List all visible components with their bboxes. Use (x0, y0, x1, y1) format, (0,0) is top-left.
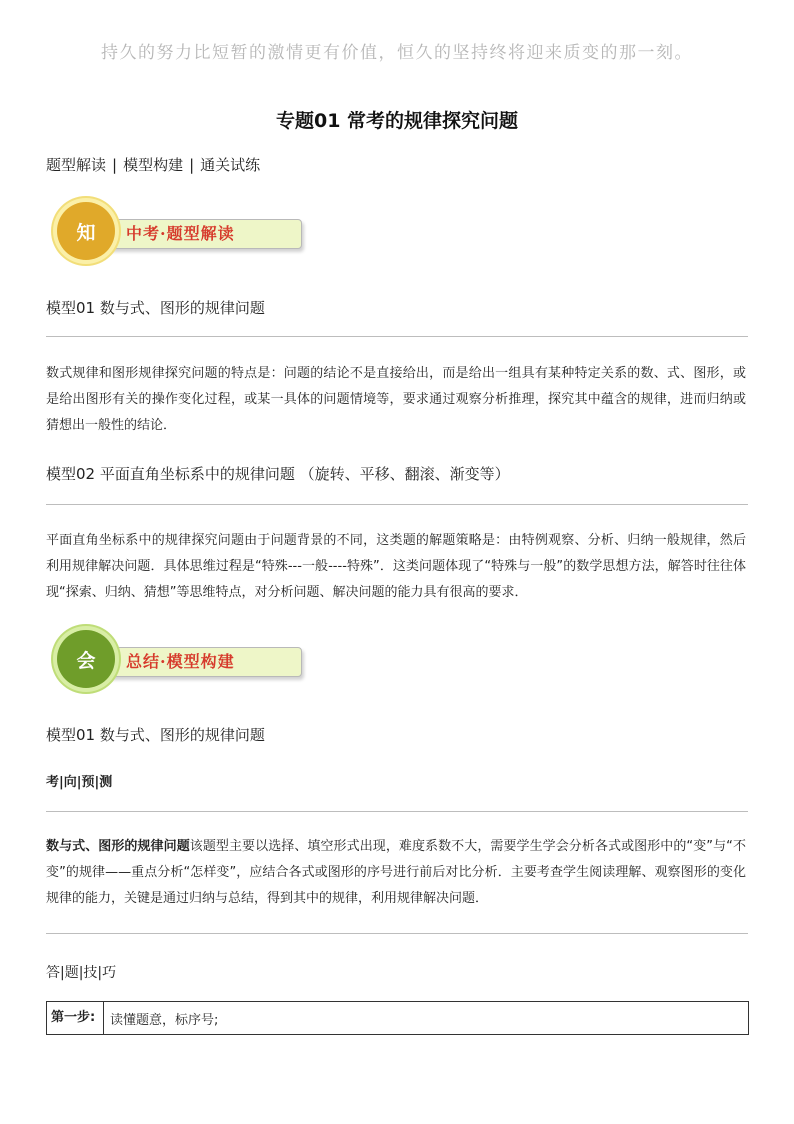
divider (46, 336, 748, 337)
section-heading: 模型01 数与式、图形的规律问题 (46, 299, 265, 317)
motto-header: 持久的努力比短暂的激情更有价值，恒久的坚持终将迎来质变的那一刻。 (101, 43, 693, 63)
breadcrumb (46, 154, 260, 175)
knowledge-badge-icon: 知 (57, 202, 115, 260)
paragraph: 平面直角坐标系中的规律探究问题由于问题背景的不同，这类题的解题策略是：由特例观察、分析、归纳一般规律，然后利用规律解决问题．具体思维过程是“特殊---一般----特殊”．这类问题体现了“特殊与一般”的数学思想方法，解答时往往体现“探索、归纳、猜想”等思维特点，对分析问题、解决问题的能力具有很高的要求． (46, 533, 746, 600)
section-heading: 模型02 平面直角坐标系中的规律问题 （旋转、平移、翻滚、渐变等） (46, 465, 510, 483)
mastery-badge-icon: 会 (57, 630, 115, 688)
forecast-label (46, 771, 112, 790)
paragraph: 数式规律和图形规律探究问题的特点是：问题的结论不是直接给出，而是给出一组具有某种特定关系的数、式、图形，或是给出图形有关的操作变化过程，或某一具体的问题情境等，要求通过观察分析推理，探究其中蕴含的规律，进而归纳或猜想出一般性的结论． (46, 366, 746, 433)
nav-separator: | (189, 156, 195, 174)
forecast-paragraph (46, 834, 746, 912)
section-heading: 模型01 数与式、图形的规律问题 (46, 726, 265, 744)
forecast-body: 该题型主要以选择、填空形式出现，难度系数不大，需要学生学会分析各式或图形中的“变”与“不变”的规律——重点分析“怎样变”，应结合各式或图形的序号进行前后对比分析．主要考查学生阅读理解、观察图形的变化规律的能力，关键是通过归纳与总结，得到其中的规律，利用规律解决问题． (46, 839, 746, 906)
tips-label: 答|题|技|巧 (46, 965, 117, 981)
nav-separator: | (112, 156, 118, 174)
steps-table (46, 1001, 749, 1035)
nav-item-question-types: 题型解读 (46, 156, 107, 174)
banner-label: 总结·模型构建 (126, 652, 235, 671)
forecast-label-text: 考|向|预|测 (46, 775, 113, 790)
page-title: 专题01 常考的规律探究问题 (275, 110, 519, 132)
table-row (47, 1002, 749, 1035)
section-banner-model-building (52, 630, 302, 692)
divider (46, 504, 748, 505)
section-banner-question-types (52, 202, 302, 264)
step-value: 读懂题意，标序号; (104, 1002, 749, 1035)
banner-label: 中考·题型解读 (126, 224, 235, 243)
divider (46, 933, 748, 934)
divider (46, 811, 748, 812)
nav-item-model-building: 模型构建 (123, 156, 184, 174)
step-key: 第一步: (47, 1002, 104, 1035)
nav-item-practice: 通关试练 (200, 156, 261, 174)
forecast-bold-lead: 数与式、图形的规律问题 (46, 839, 190, 854)
